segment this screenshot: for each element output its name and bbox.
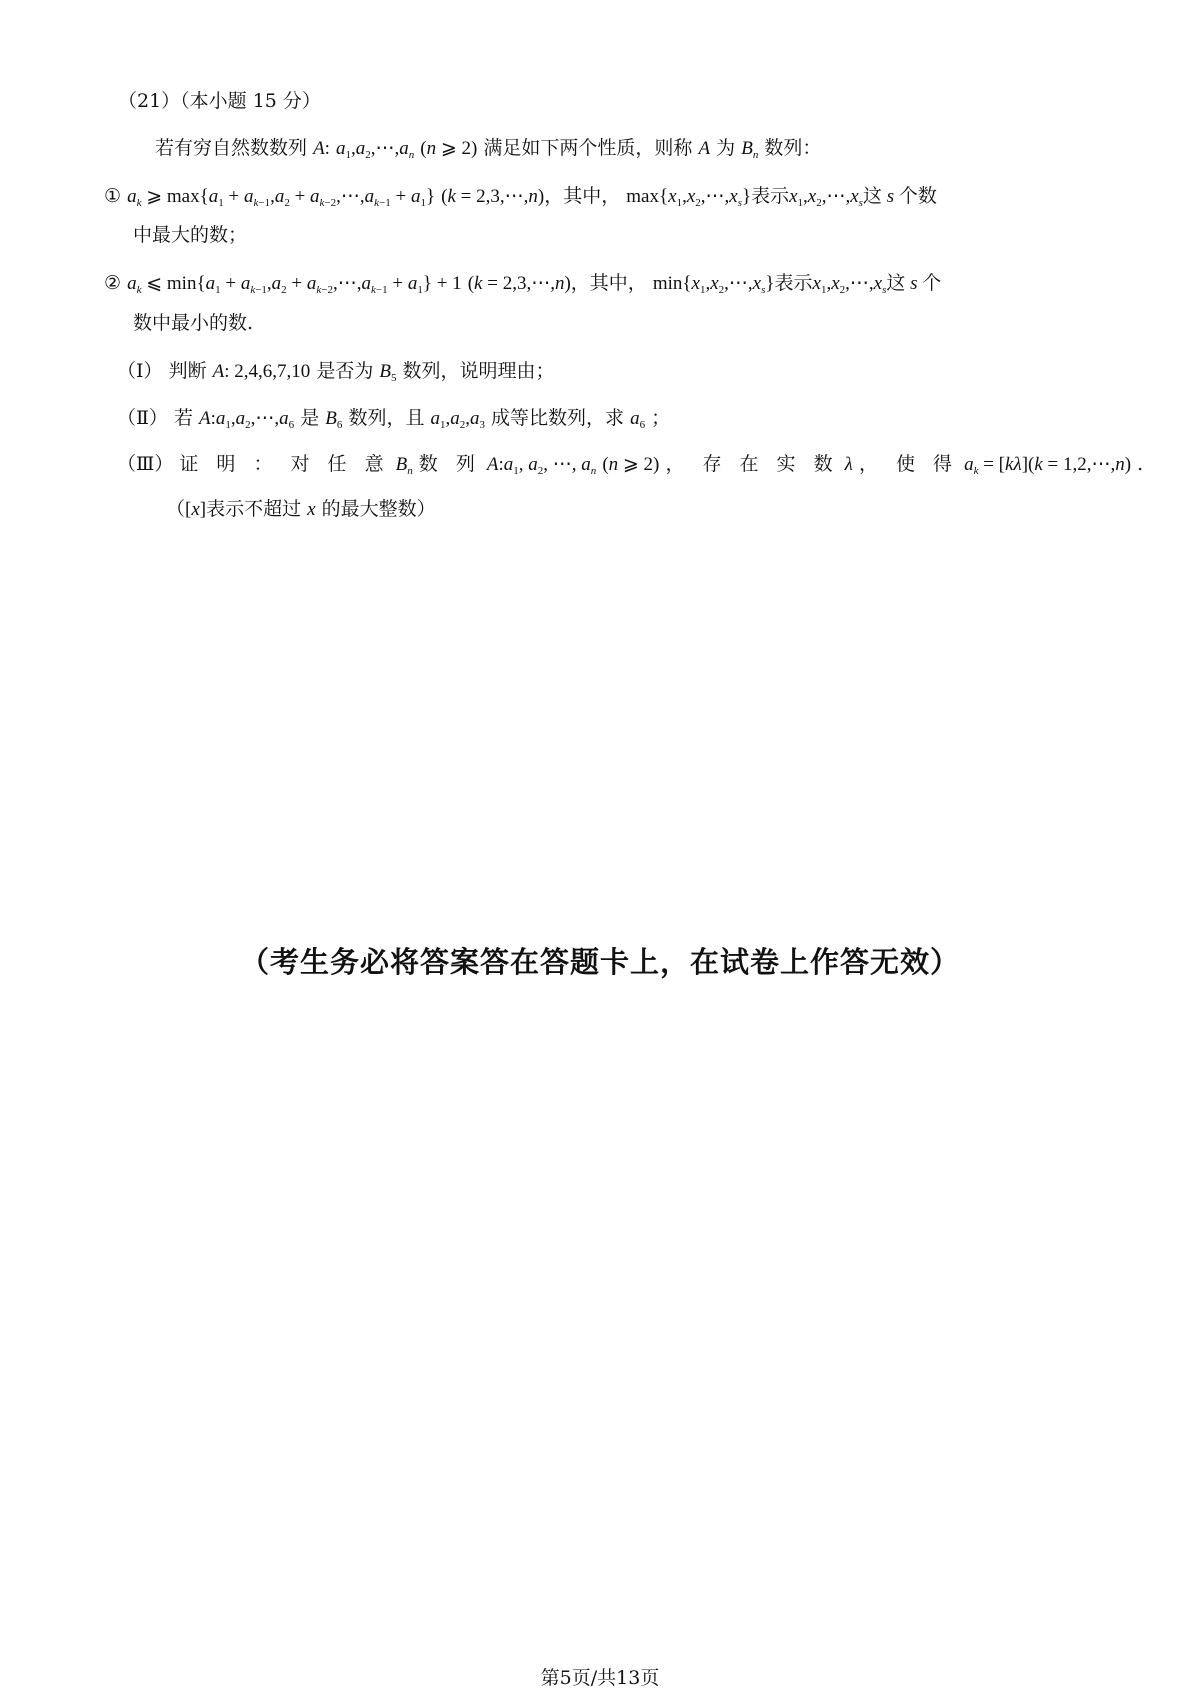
condition-2: ② $a_k$ ⩽ $\min\{a_1 + a_{k-1},a_2$ + $a_{k-2},\cdots,a_{k-1} + a_1\} + 1$ (k = 2,3,⋯,n)，其中， $\min\{x_1,x_2,\cdots,x_s\}$表示$x_1,x_2,\cdots,x_s$这 s 个: [104, 272, 942, 296]
condition-1: ① $a_k$ ⩾ $\max\{a_1 + a_{k-1},a_2$ + $a_{k-2},\cdots,a_{k-1} + a_1$} (k = 2,3,⋯,n)，其中， $\max\{x_1,x_2,\cdots,x_s\}$表示$x_1,x_2,\cdots,x_s$这 s 个数: [104, 185, 937, 209]
part-1: （Ⅰ） 判断 A: 2,4,6,7,10 是否为 $B_5$ 数列，说明理由；: [117, 360, 555, 384]
page-footer: 第5页/共13页: [540, 1667, 660, 1689]
answer-notice: （考生务必将答案答在答题卡上，在试卷上作答无效）: [239, 945, 960, 979]
problem-header: （21）（本小题 15 分）: [118, 90, 321, 112]
condition-1-cont: 中最大的数；: [133, 224, 248, 246]
part-3-note: （[x]表示不超过 x 的最大整数）: [166, 498, 436, 520]
part-3: （Ⅲ） 证 明 ： 对 任 意 $B_n$ 数 列 $A:a_1$, $a_2$, ⋯, $a_n$ (n ⩾ 2) ， 存 在 实 数 λ ， 使 得 $a_k = [k\lambda](k$ = 1,2,⋯,n) .: [117, 453, 1144, 477]
part-2: （Ⅱ） 若 $A:a_1,a_2,\cdots,a_6$ 是 $B_6$ 数列，且 $a_1,a_2,a_3$ 成等比数列，求 $a_6$ ；: [117, 407, 671, 431]
intro-line: 若有穷自然数数列 A: $a_1,a_2,\cdots,a_n$ (n ⩾ 2) 满足如下两个性质，则称 A 为 $B_n$ 数列：: [155, 137, 822, 161]
condition-2-cont: 数中最小的数.: [133, 312, 254, 334]
